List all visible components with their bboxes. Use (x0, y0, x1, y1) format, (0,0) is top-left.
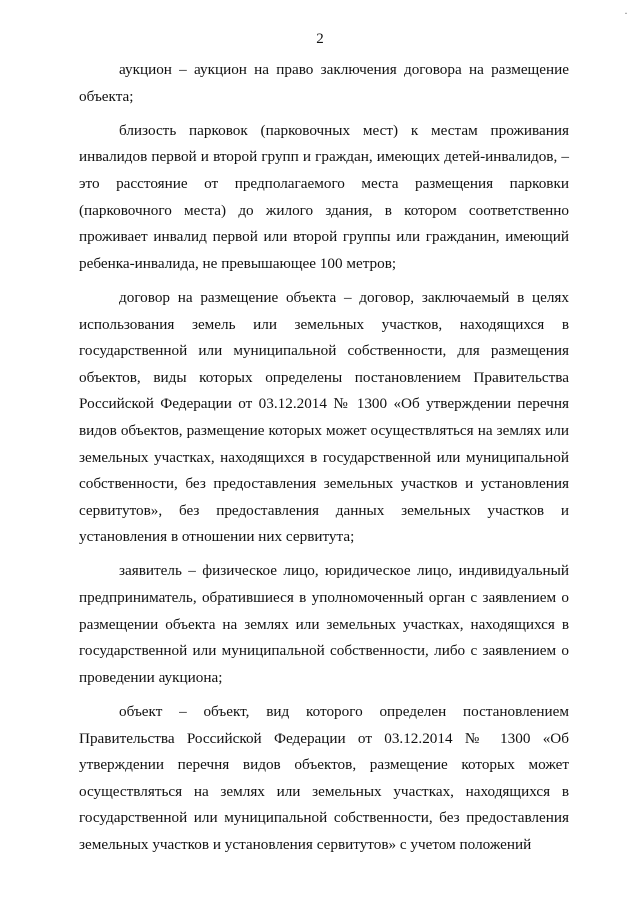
corner-mark: · (624, 6, 628, 20)
definition-paragraph-placement-contract: договор на размещение объекта – договор, заключаемый в целях использования земель или земельных участков, находящихся в государственной или муниципальной собственности, для размещения объектов, виды которых определены постановлением Правительства Российской Федерации от 03.12.2014 № 1300 «Об утверждении перечня видов объектов, размещение которых может осуществляться на землях или земельных участках, находящихся в государственной или муниципальной собственности, без предоставления земельных участков и установления сервитутов», без предоставления данных земельных участков и установления в отношении них сервитута; (79, 288, 569, 546)
definition-paragraph-parking-proximity: близость парковок (парковочных мест) к местам проживания инвалидов первой и второй групп и граждан, имеющих детей-инвалидов, – это расстояние от предполагаемого места размещения парковки (парковочного места) до жилого здания, в котором соответственно проживает инвалид первой или второй группы или гражданин, имеющий ребенка-инвалида, не превышающее 100 метров; (79, 121, 569, 272)
page-number: 2 (316, 31, 324, 47)
definition-paragraph-auction: аукцион – аукцион на право заключения договора на размещение объекта; (79, 61, 569, 105)
definition-paragraph-object: объект – объект, вид которого определен постановлением Правительства Российской Федерации от 03.12.2014 № 1300 «Об утверждении перечня видов объектов, размещение которых может осуществляться на землях или земельных участках, находящихся в государственной или муниципальной собственности, без предоставления земельных участков и установления сервитутов» с учетом положений (79, 703, 569, 853)
document-body (79, 57, 569, 866)
definition-paragraph-applicant: заявитель – физическое лицо, юридическое лицо, индивидуальный предприниматель, обратившиеся в уполномоченный орган с заявлением о размещении объекта на землях или земельных участках, находящихся в государственной или муниципальной собственности, либо с заявлением о проведении аукциона; (79, 562, 569, 686)
